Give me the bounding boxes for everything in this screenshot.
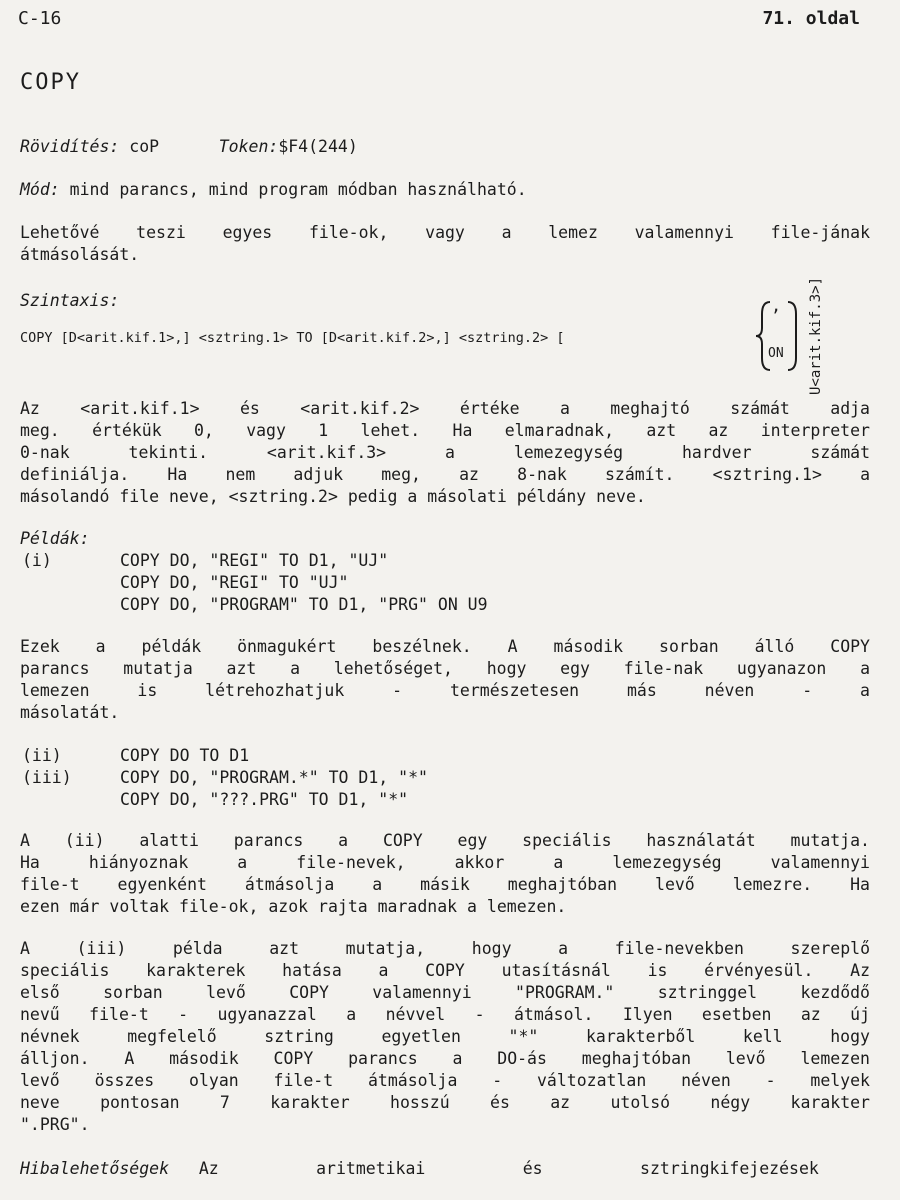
example-2-label: (ii)	[22, 746, 62, 765]
syntax-line: COPY [D<arit.kif.1>,] <sztring.1> TO [D<arit.kif.2>,] <sztring.2> [	[20, 330, 565, 346]
explain-line-4: definiálja. Ha nem adjuk meg, az 8-nak számít. <sztring.1> a	[20, 465, 870, 484]
para3-line-6: álljon. A második COPY parancs a DO-ás meghajtóban levő lemezen	[20, 1049, 870, 1068]
para1-line-3: lemezen is létrehozhatjuk - természetesen más néven - a	[20, 681, 870, 700]
syntax-option-on: ON	[768, 346, 784, 361]
page-number: 71. oldal	[762, 8, 860, 29]
mode-text: mind parancs, mind program módban használható.	[59, 180, 527, 199]
para3-line-2: speciális karakterek hatása a COPY utasításnál is érvényesül. Az	[20, 961, 870, 980]
errors-label: Hibalehetőségek	[20, 1159, 170, 1178]
example-2-line: COPY DO TO D1	[120, 746, 250, 765]
abbrev-label: Rövidítés:	[20, 137, 120, 156]
para3-line-9: ".PRG".	[20, 1115, 90, 1134]
token-label: Token:	[218, 137, 279, 156]
explain-line-2: meg. értékük 0, vagy 1 lehet. Ha elmaradnak, azt az interpreter	[20, 421, 870, 440]
examples-label: Példák:	[20, 529, 90, 548]
syntax-vertical-arg: U<arit.kif.3>]	[808, 276, 824, 395]
para1-line-1: Ezek a példák önmagukért beszélnek. A második sorban álló COPY	[20, 637, 870, 656]
example-1-line-2: COPY DO, "REGI" TO "UJ"	[120, 573, 349, 592]
mode-line	[20, 179, 870, 201]
abbrev-value: coP	[129, 137, 160, 156]
example-3-line-2: COPY DO, "???.PRG" TO D1, "*"	[120, 790, 409, 809]
errors-text: Az aritmetikai és sztringkifejezések	[198, 1159, 819, 1178]
para2-line-1: A (ii) alatti parancs a COPY egy speciális használatát mutatja.	[20, 831, 870, 850]
para1-line-4: másolatát.	[20, 703, 120, 722]
para3-line-3: első sorban levő COPY valamennyi "PROGRAM." sztringgel kezdődő	[20, 983, 870, 1002]
para3-line-5: névnek megfelelő sztring egyetlen "*" karakterből kell hogy	[20, 1027, 870, 1046]
para3-line-8: neve pontosan 7 karakter hosszú és az utolsó négy karakter	[20, 1093, 870, 1112]
mode-label: Mód:	[20, 180, 60, 199]
para2-line-3: file-t egyenként átmásolja a másik meghajtóban levő lemezre. Ha	[20, 875, 870, 894]
explain-line-5: másolandó file neve, <sztring.2> pedig a másolati példány neve.	[20, 487, 646, 506]
section-code: C-16	[18, 8, 62, 29]
token-value: $F4(244)	[278, 137, 358, 156]
para3-line-4: nevű file-t - ugyanazzal a névvel - átmásol. Ilyen esetben az új	[20, 1005, 870, 1024]
abbrev-line	[20, 136, 870, 158]
para2-line-2: Ha hiányoznak a file-nevek, akkor a lemezegység valamennyi	[20, 853, 870, 872]
example-3-line-1: COPY DO, "PROGRAM.*" TO D1, "*"	[120, 768, 428, 787]
para1-line-2: parancs mutatja azt a lehetőséget, hogy egy file-nak ugyanazon a	[20, 659, 870, 678]
para3-line-1: A (iii) példa azt mutatja, hogy a file-nevekben szereplő	[20, 939, 870, 958]
errors-line	[20, 1158, 870, 1180]
example-1-line-1: COPY DO, "REGI" TO D1, "UJ"	[120, 551, 389, 570]
example-1-label: (i)	[22, 551, 52, 570]
para3-line-7: levő összes olyan file-t átmásolja - változatlan néven - melyek	[20, 1071, 870, 1090]
explain-line-1: Az <arit.kif.1> és <arit.kif.2> értéke a meghajtó számát adja	[20, 399, 870, 418]
explain-line-3: 0-nak tekinti. <arit.kif.3> a lemezegység hardver számát	[20, 443, 870, 462]
syntax-option-comma: ,	[771, 296, 782, 316]
desc-line-1: Lehetővé teszi egyes file-ok, vagy a lemez valamennyi file-jának	[20, 223, 870, 242]
page-title: COPY	[20, 70, 81, 95]
syntax-label: Szintaxis:	[20, 291, 120, 310]
example-1-line-3: COPY DO, "PROGRAM" TO D1, "PRG" ON U9	[120, 595, 488, 614]
desc-line-2: átmásolását.	[20, 245, 140, 264]
para2-line-4: ezen már voltak file-ok, azok rajta maradnak a lemezen.	[20, 897, 567, 916]
example-3-label: (iii)	[22, 768, 72, 787]
